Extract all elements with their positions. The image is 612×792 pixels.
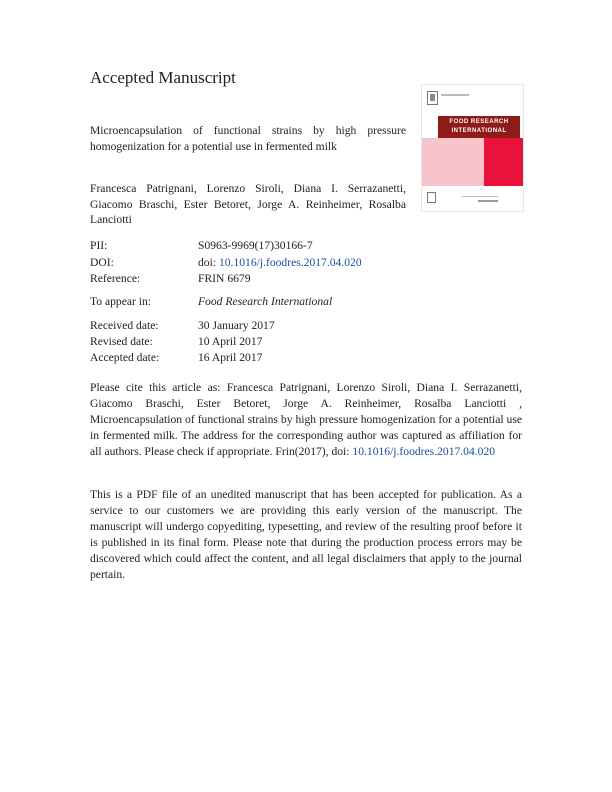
journal-cover-image [421, 84, 524, 212]
received-date: 30 January 2017 [198, 319, 275, 332]
doi-prefix: doi: [198, 256, 217, 269]
cover-footer-mark [478, 200, 498, 202]
journal-name: Food Research International [198, 295, 333, 308]
cover-pink-block [422, 138, 484, 186]
cover-header [422, 85, 523, 116]
publisher-logo-icon [427, 91, 438, 105]
accepted-date: 16 April 2017 [198, 351, 263, 364]
accepted-label: Accepted date: [90, 351, 160, 364]
reference-value: FRIN 6679 [198, 272, 251, 285]
cover-journal-name-line1: FOOD RESEARCH [449, 119, 509, 125]
cover-footer [422, 186, 523, 212]
pii-label: PII: [90, 239, 108, 252]
elsevier-logo-icon [427, 192, 436, 203]
cover-issn-mark [441, 94, 469, 96]
cover-journal-name-line2: INTERNATIONAL [451, 128, 507, 134]
author-list: Francesca Patrignani, Lorenzo Siroli, Diana I. Serrazanetti, Giacomo Braschi, Ester Betoret, Jorge A. Reinheimer, Rosalba Lanciotti [90, 182, 406, 226]
reference-label: Reference: [90, 272, 141, 285]
received-label: Received date: [90, 319, 159, 332]
cover-red-block [484, 138, 524, 186]
revised-label: Revised date: [90, 335, 153, 348]
page-heading: Accepted Manuscript [90, 68, 236, 87]
citation-doi-link[interactable]: 10.1016/j.foodres.2017.04.020 [352, 445, 496, 458]
pii-value: S0963-9969(17)30166-7 [198, 239, 313, 252]
citation-text: Please cite this article as: Francesca Patrignani, Lorenzo Siroli, Diana I. Serrazanetti, Giacomo Braschi, Ester Betoret, Jorge A. Reinheimer, Rosalba Lanciotti , Microencapsulation of functional strains by high pressure homogenization for a potential use in fermented milk. The address for the corresponding author was captured as affiliation for all authors. Please check if appropriate. Frin(2017), doi: [90, 381, 522, 458]
revised-date: 10 April 2017 [198, 335, 263, 348]
citation-paragraph [90, 380, 522, 460]
article-title: Microencapsulation of functional strains by high pressure homogenization for a potential use in fermented milk [90, 124, 406, 153]
cover-title-band [438, 116, 520, 138]
doi-field [198, 256, 362, 269]
doi-label: DOI: [90, 256, 114, 269]
appear-label: To appear in: [90, 295, 151, 308]
disclaimer-paragraph: This is a PDF file of an unedited manuscript that has been accepted for publication. As a service to our customers we are providing this early version of the manuscript. The manuscript will undergo copyediting, typesetting, and review of the resulting proof before it is published in its final form. Please note that during the production process errors may be discovered which could affect the content, and all legal disclaimers that apply to the journal pertain. [90, 488, 522, 581]
doi-link[interactable]: 10.1016/j.foodres.2017.04.020 [218, 256, 362, 269]
cover-footer-line [462, 196, 498, 197]
